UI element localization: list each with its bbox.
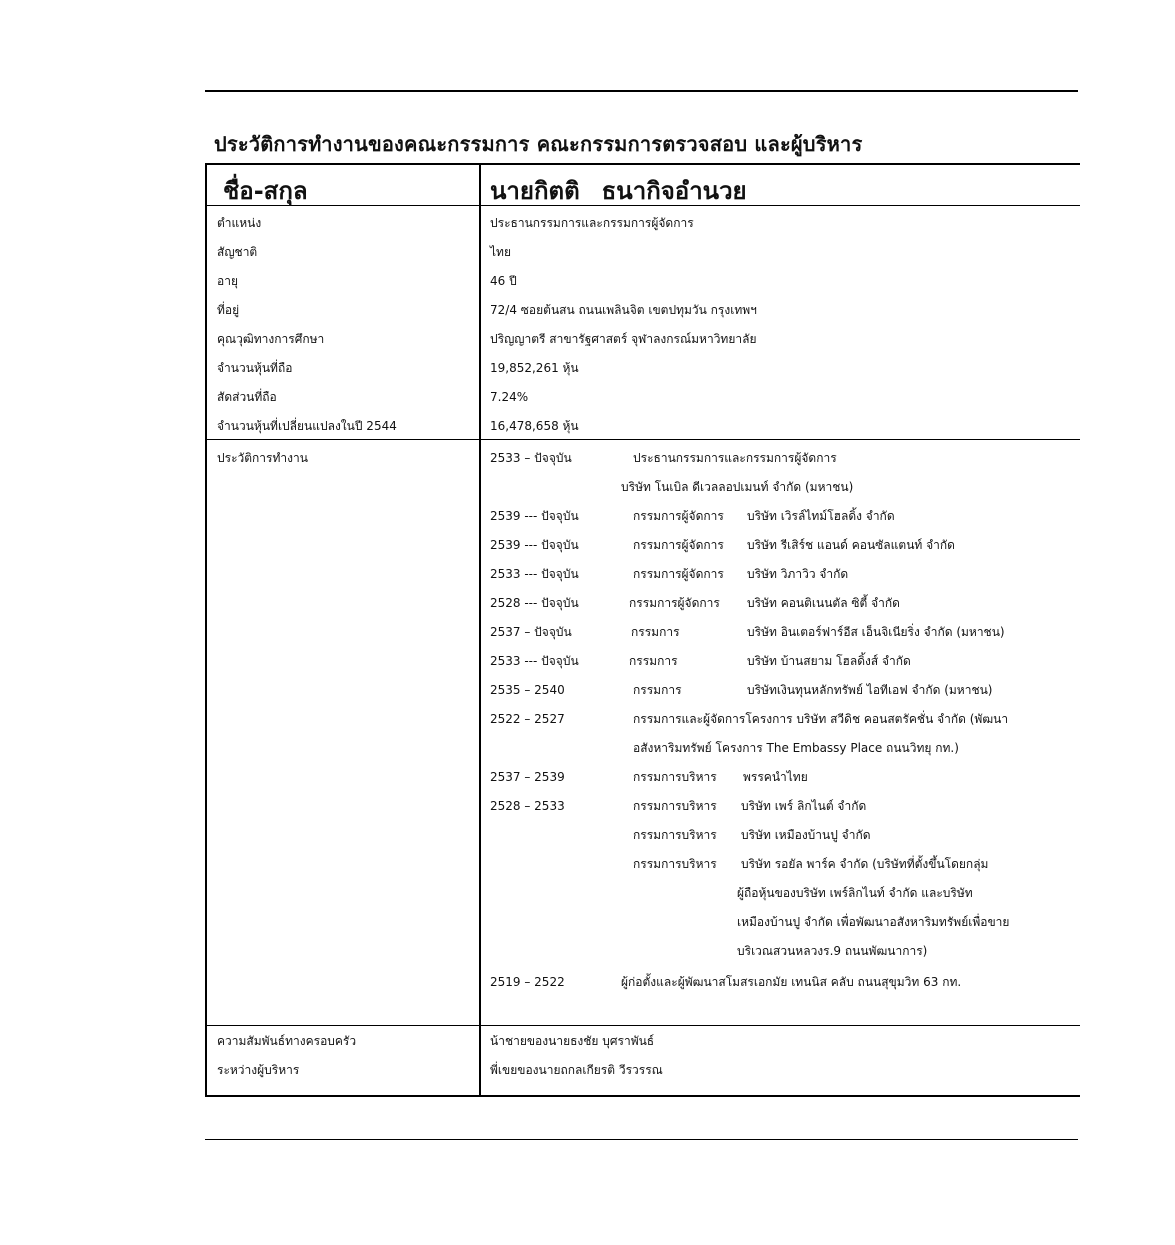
work-role: ประธานกรรมการและกรรมการผู้จัดการ	[633, 451, 837, 465]
work-org: บริษัท วิภาวิว จำกัด	[747, 567, 849, 581]
work-org: บริษัท รอยัล พาร์ค จำกัด (บริษัทที่ตั้งขึ้นโดยกลุ่ม	[741, 857, 989, 871]
address-value: 72/4 ซอยต้นสน ถนนเพลินจิต เขตปทุมวัน กรุงเทพฯ	[490, 303, 757, 317]
work-role: บริษัท โนเบิล ดีเวลลอปเมนท์ จำกัด (มหาชน)	[621, 480, 854, 494]
work-role: กรรมการ	[633, 683, 682, 697]
bottom-rule	[205, 1139, 1078, 1140]
work-year: 2539 --- ปัจจุบัน	[490, 538, 579, 552]
shares-changed-label: จำนวนหุ้นที่เปลี่ยนแปลงในปี 2544	[217, 419, 397, 433]
work-year: 2535 – 2540	[490, 683, 565, 697]
work-org: เหมืองบ้านปู จำกัด เพื่อพัฒนาอสังหาริมทรัพย์เพื่อขาย	[737, 915, 1010, 929]
share-ratio-label: สัดส่วนที่ถือ	[217, 390, 277, 404]
work-year: 2533 --- ปัจจุบัน	[490, 654, 579, 668]
position-label: ตำแหน่ง	[217, 216, 262, 230]
work-role: กรรมการบริหาร	[633, 828, 717, 842]
last-name: ธนากิจอำนวย	[601, 177, 747, 205]
work-role: กรรมการ	[629, 654, 678, 668]
document-title: ประวัติการทำงานของคณะกรรมการ คณะกรรมการตรวจสอบ และผู้บริหาร	[214, 132, 863, 156]
work-role: กรรมการผู้จัดการ	[629, 596, 720, 610]
work-org: บริเวณสวนหลวงร.9 ถนนพัฒนาการ)	[737, 944, 928, 958]
work-role: กรรมการบริหาร	[633, 770, 717, 784]
work-role: กรรมการผู้จัดการ	[633, 509, 724, 523]
work-org: พรรคนำไทย	[743, 770, 808, 784]
work-org: ผู้ถือหุ้นของบริษัท เพร์ลิกไนท์ จำกัด และบริษัท	[737, 886, 973, 900]
name-header-label: ชื่อ-สกุล	[223, 177, 308, 205]
section-divider-work	[207, 439, 1080, 440]
section-divider-family	[207, 1025, 1080, 1026]
work-year: 2533 – ปัจจุบัน	[490, 451, 572, 465]
family-relation-value: น้าชายของนายธงชัย บุศราพันธ์	[490, 1034, 655, 1048]
work-org: บริษัท บ้านสยาม โฮลดิ้งส์ จำกัด	[747, 654, 911, 668]
work-year: 2539 --- ปัจจุบัน	[490, 509, 579, 523]
person-name	[490, 171, 747, 210]
family-relation-value: พี่เขยของนายถกลเกียรติ วีรวรรณ	[490, 1063, 663, 1077]
top-rule	[205, 90, 1078, 92]
share-ratio-value: 7.24%	[490, 390, 529, 404]
work-org: บริษัท เวิรล์ไทม์โฮลดิ้ง จำกัด	[747, 509, 895, 523]
education-value: ปริญญาตรี สาขารัฐศาสตร์ จุฬาลงกรณ์มหาวิทยาลัย	[490, 332, 757, 346]
work-org: บริษัท รีเสิร์ช แอนด์ คอนซัลแตนท์ จำกัด	[747, 538, 955, 552]
work-org: บริษัท เพร์ ลิกไนต์ จำกัด	[741, 799, 867, 813]
work-history-label: ประวัติการทำงาน	[217, 451, 308, 465]
work-role: กรรมการบริหาร	[633, 857, 717, 871]
shares-held-label: จำนวนหุ้นที่ถือ	[217, 361, 293, 375]
shares-held-value: 19,852,261 หุ้น	[490, 361, 579, 375]
work-year: 2537 – ปัจจุบัน	[490, 625, 572, 639]
work-role: อสังหาริมทรัพย์ โครงการ The Embassy Place ถนนวิทยุ กท.)	[633, 741, 959, 755]
position-value: ประธานกรรมการและกรรมการผู้จัดการ	[490, 216, 694, 230]
education-label: คุณวุฒิทางการศึกษา	[217, 332, 325, 346]
work-org: บริษัทเงินทุนหลักทรัพย์ ไอทีเอฟ จำกัด (มหาชน)	[747, 683, 993, 697]
work-role: กรรมการ	[631, 625, 680, 639]
work-role: ผู้ก่อตั้งและผู้พัฒนาสโมสรเอกมัย เทนนิส คลับ ถนนสุขุมวิท 63 กท.	[621, 975, 962, 989]
work-role: กรรมการผู้จัดการ	[633, 538, 724, 552]
work-year: 2537 – 2539	[490, 770, 565, 784]
work-year: 2528 --- ปัจจุบัน	[490, 596, 579, 610]
work-year: 2528 – 2533	[490, 799, 565, 813]
nationality-value: ไทย	[490, 245, 511, 259]
work-role: กรรมการผู้จัดการ	[633, 567, 724, 581]
first-name: นายกิตติ	[490, 177, 580, 205]
nationality-label: สัญชาติ	[217, 245, 258, 259]
age-value: 46 ปี	[490, 274, 517, 288]
work-year: 2533 --- ปัจจุบัน	[490, 567, 579, 581]
profile-table	[205, 163, 1080, 1097]
age-label: อายุ	[217, 274, 238, 288]
family-relation-label: ความสัมพันธ์ทางครอบครัว	[217, 1034, 357, 1048]
shares-changed-value: 16,478,658 หุ้น	[490, 419, 579, 433]
work-year: 2522 – 2527	[490, 712, 565, 726]
work-role: กรรมการบริหาร	[633, 799, 717, 813]
work-org: บริษัท อินเตอร์ฟาร์อีส เอ็นจิเนียริ่ง จำกัด (มหาชน)	[747, 625, 1005, 639]
work-role: กรรมการและผู้จัดการโครงการ บริษัท สวีดิช คอนสตรัคชั่น จำกัด (พัฒนา	[633, 712, 1009, 726]
address-label: ที่อยู่	[217, 303, 240, 317]
work-org: บริษัท เหมืองบ้านปู จำกัด	[741, 828, 871, 842]
column-divider	[479, 165, 481, 1095]
work-year: 2519 – 2522	[490, 975, 565, 989]
family-relation-label: ระหว่างผู้บริหาร	[217, 1063, 300, 1077]
work-org: บริษัท คอนติเนนตัล ซิตี้ จำกัด	[747, 596, 900, 610]
